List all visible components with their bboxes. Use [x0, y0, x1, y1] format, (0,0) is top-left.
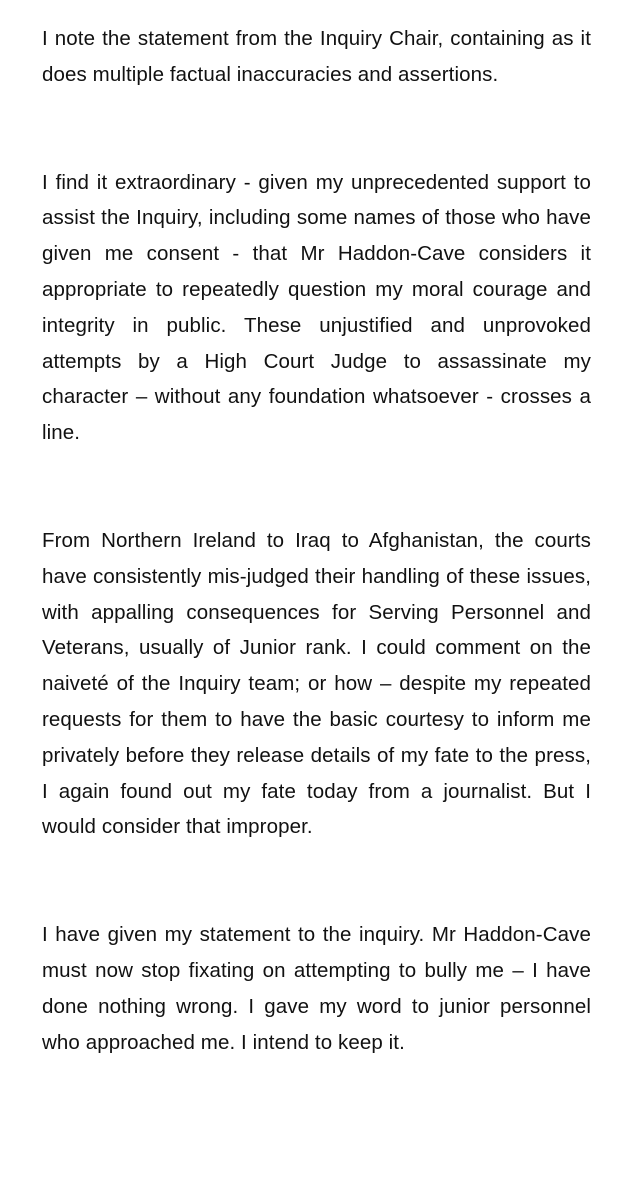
- statement-document: [42, 21, 591, 1060]
- paragraph-courts-handling: From Northern Ireland to Iraq to Afghanistan, the courts have consistently mis-judged their handling of these issues, with appalling consequences for Serving Personnel and Veterans, usually of Junior rank. I could comment on the naiveté of the Inquiry team; or how – despite my repeated requests for them to have the basic courtesy to inform me privately before they release details of my fate to the press, I again found out my fate today from a journalist. But I would consider that improper.: [42, 528, 591, 839]
- paragraph-closing: I have given my statement to the inquiry. Mr Haddon-Cave must now stop fixating on attempting to bully me – I have done nothing wrong. I gave my word to junior personnel who approached me. I intend to keep it.: [42, 923, 591, 1054]
- paragraph-opening: I note the statement from the Inquiry Chair, containing as it does multiple factual inaccuracies and assertions.: [42, 27, 591, 86]
- paragraph-character-criticism: I find it extraordinary - given my unprecedented support to assist the Inquiry, including some names of those who have given me consent - that Mr Haddon-Cave considers it appropriate to repeatedly question my moral courage and integrity in public. These unjustified and unprovoked attempts by a High Court Judge to assassinate my character – without any foundation whatsoever - crosses a line.: [42, 170, 591, 445]
